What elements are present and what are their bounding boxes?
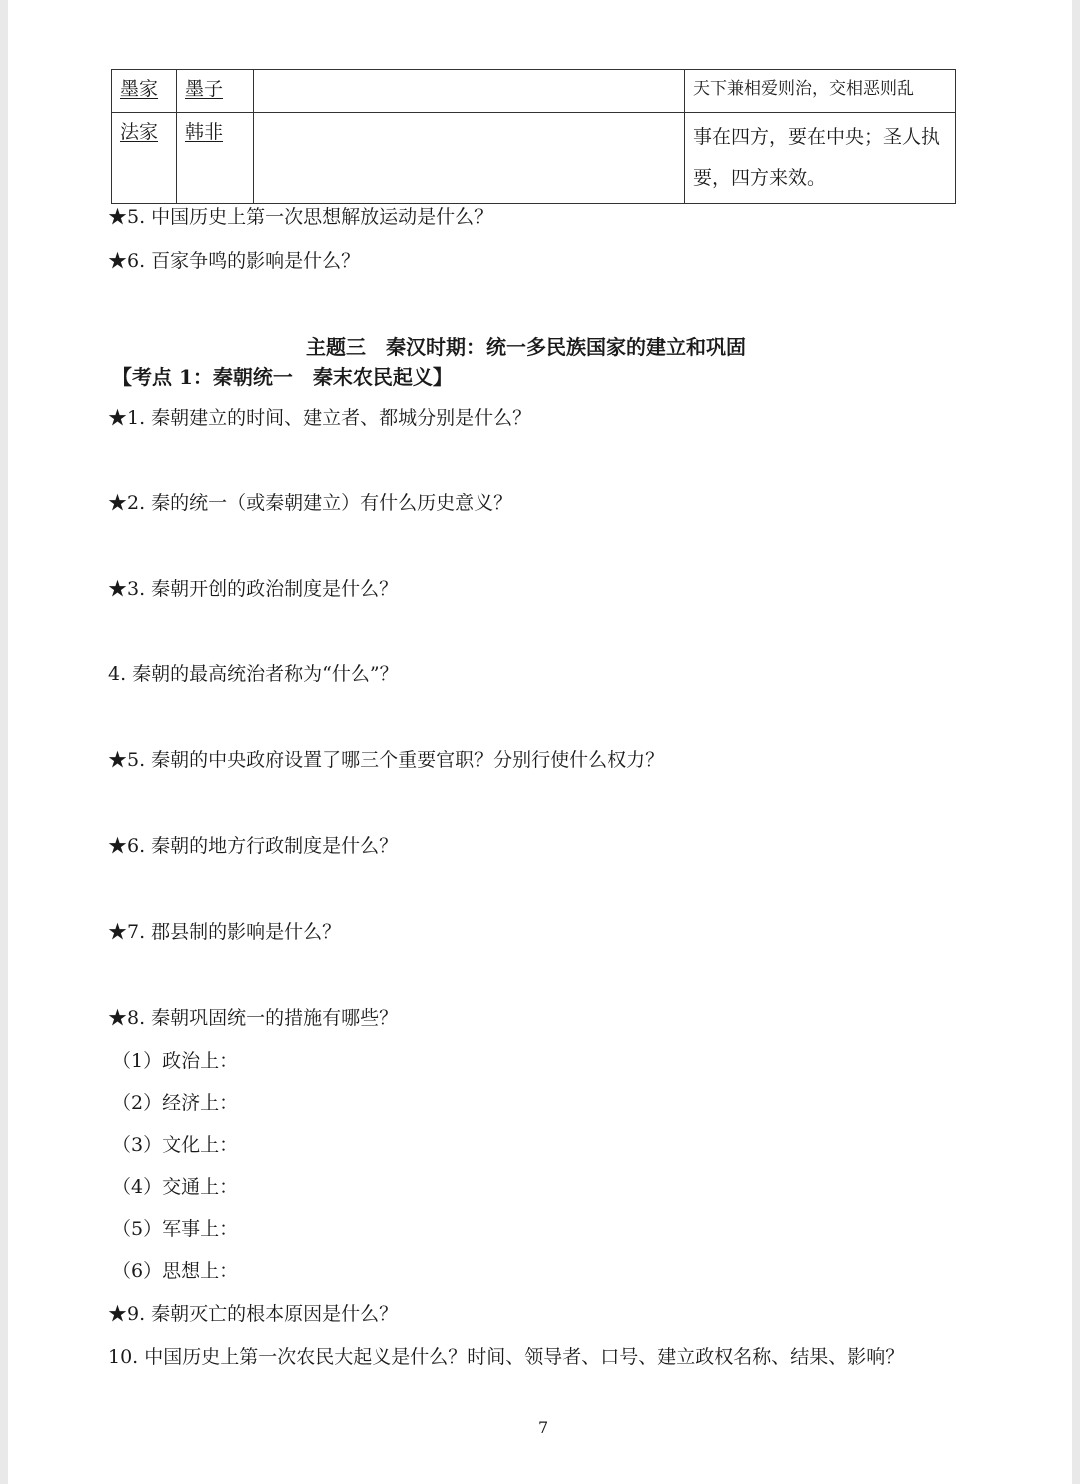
question-text: ★9. 秦朝灭亡的根本原因是什么？ xyxy=(108,1303,399,1325)
exam-point-heading: 【考点 1：秦朝统一 秦末农民起义】 xyxy=(112,365,453,389)
measure-item: （5）军事上： xyxy=(112,1218,239,1240)
measure-item: （1）政治上： xyxy=(112,1050,239,1072)
school-person: 墨子 xyxy=(185,78,224,100)
table-row xyxy=(112,70,956,113)
question-text: 4. 秦朝的最高统治者称为“什么”？ xyxy=(108,663,399,685)
table-row xyxy=(112,113,956,204)
question-text: ★3. 秦朝开创的政治制度是什么？ xyxy=(108,578,399,600)
measure-item: （4）交通上： xyxy=(112,1176,239,1198)
measure-item: （3）文化上： xyxy=(112,1134,239,1156)
school-quote: 天下兼相爱则治，交相恶则乱 xyxy=(685,70,956,113)
question-text: ★5. 秦朝的中央政府设置了哪三个重要官职？分别行使什么权力？ xyxy=(108,749,665,771)
document-page xyxy=(8,0,1072,1484)
page-number: 7 xyxy=(538,1418,549,1437)
school-quote: 事在四方，要在中央；圣人执要，四方来效。 xyxy=(685,113,956,204)
question-text: ★6. 百家争鸣的影响是什么？ xyxy=(108,250,361,272)
question-text: ★7. 郡县制的影响是什么？ xyxy=(108,921,342,943)
question-text: ★2. 秦的统一（或秦朝建立）有什么历史意义？ xyxy=(108,492,513,514)
school-idea-cell xyxy=(254,70,685,113)
question-text: ★1. 秦朝建立的时间、建立者、都城分别是什么？ xyxy=(108,407,532,429)
section-title: 主题三 秦汉时期：统一多民族国家的建立和巩固 xyxy=(306,335,746,359)
question-text: ★5. 中国历史上第一次思想解放运动是什么？ xyxy=(108,206,494,228)
school-idea-cell xyxy=(254,113,685,204)
school-name: 墨家 xyxy=(120,78,159,100)
schools-table xyxy=(111,69,956,204)
question-text: ★6. 秦朝的地方行政制度是什么？ xyxy=(108,835,399,857)
question-text: 10. 中国历史上第一次农民大起义是什么？时间、领导者、口号、建立政权名称、结果、影响？ xyxy=(108,1346,905,1368)
school-name: 法家 xyxy=(120,121,159,143)
measure-item: （2）经济上： xyxy=(112,1092,239,1114)
school-person: 韩非 xyxy=(185,121,224,143)
question-text: ★8. 秦朝巩固统一的措施有哪些？ xyxy=(108,1007,399,1029)
measure-item: （6）思想上： xyxy=(112,1260,239,1282)
